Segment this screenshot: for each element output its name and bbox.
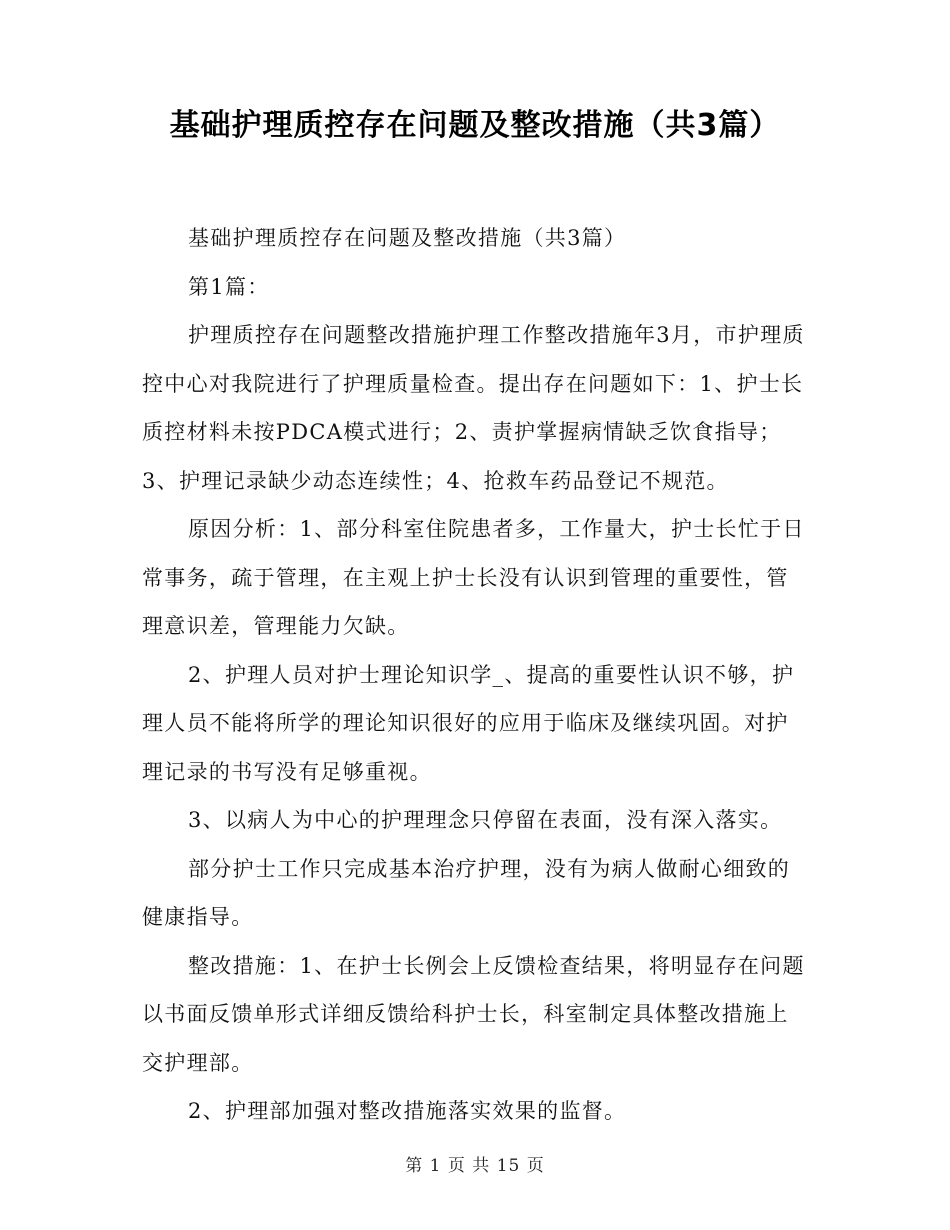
paragraph-cause-2: 2、护理人员对护士理论知识学_、提高的重要性认识不够，护理人员不能将所学的理论知识很好的应用于临床及继续巩固。对护理记录的书写没有足够重视。 (142, 662, 795, 784)
page-number-footer: 第 1 页 共 15 页 (405, 1156, 545, 1176)
paragraph-heading: 基础护理质控存在问题及整改措施（共3篇） (188, 226, 627, 250)
paragraph-cause-analysis: 原因分析：1、部分科室住院患者多，工作量大，护士长忙于日常事务，疏于管理，在主观上护士长没有认识到管理的重要性，管理意识差，管理能力欠缺。 (142, 517, 805, 638)
paragraph-cause-3-detail: 部分护士工作只完成基本治疗护理，没有为病人做耐心细致的健康指导。 (142, 856, 791, 929)
paragraph-cause-3: 3、以病人为中心的护理理念只停留在表面，没有深入落实。 (188, 808, 783, 832)
paragraph-measure-2: 2、护理部加强对整改措施落实效果的监督。 (188, 1099, 627, 1123)
document-body (142, 214, 810, 1136)
paragraph-measures: 整改措施：1、在护士长例会上反馈检查结果，将明显存在问题以书面反馈单形式详细反馈给科护士长，科室制定具体整改措施上交护理部。 (142, 953, 805, 1075)
paragraph-part-label: 第1篇： (188, 274, 270, 299)
document-title: 基础护理质控存在问题及整改措施（共3篇） (169, 108, 781, 143)
paragraph-problems: 护理质控存在问题整改措施护理工作整改措施年3月，市护理质控中心对我院进行了护理质量检查。提出存在问题如下：1、护士长质控材料未按PDCA模式进行；2、责护掌握病情缺乏饮食指导；3、护理记录缺少动态连续性；4、抢救车药品登记不规范。 (142, 323, 805, 493)
